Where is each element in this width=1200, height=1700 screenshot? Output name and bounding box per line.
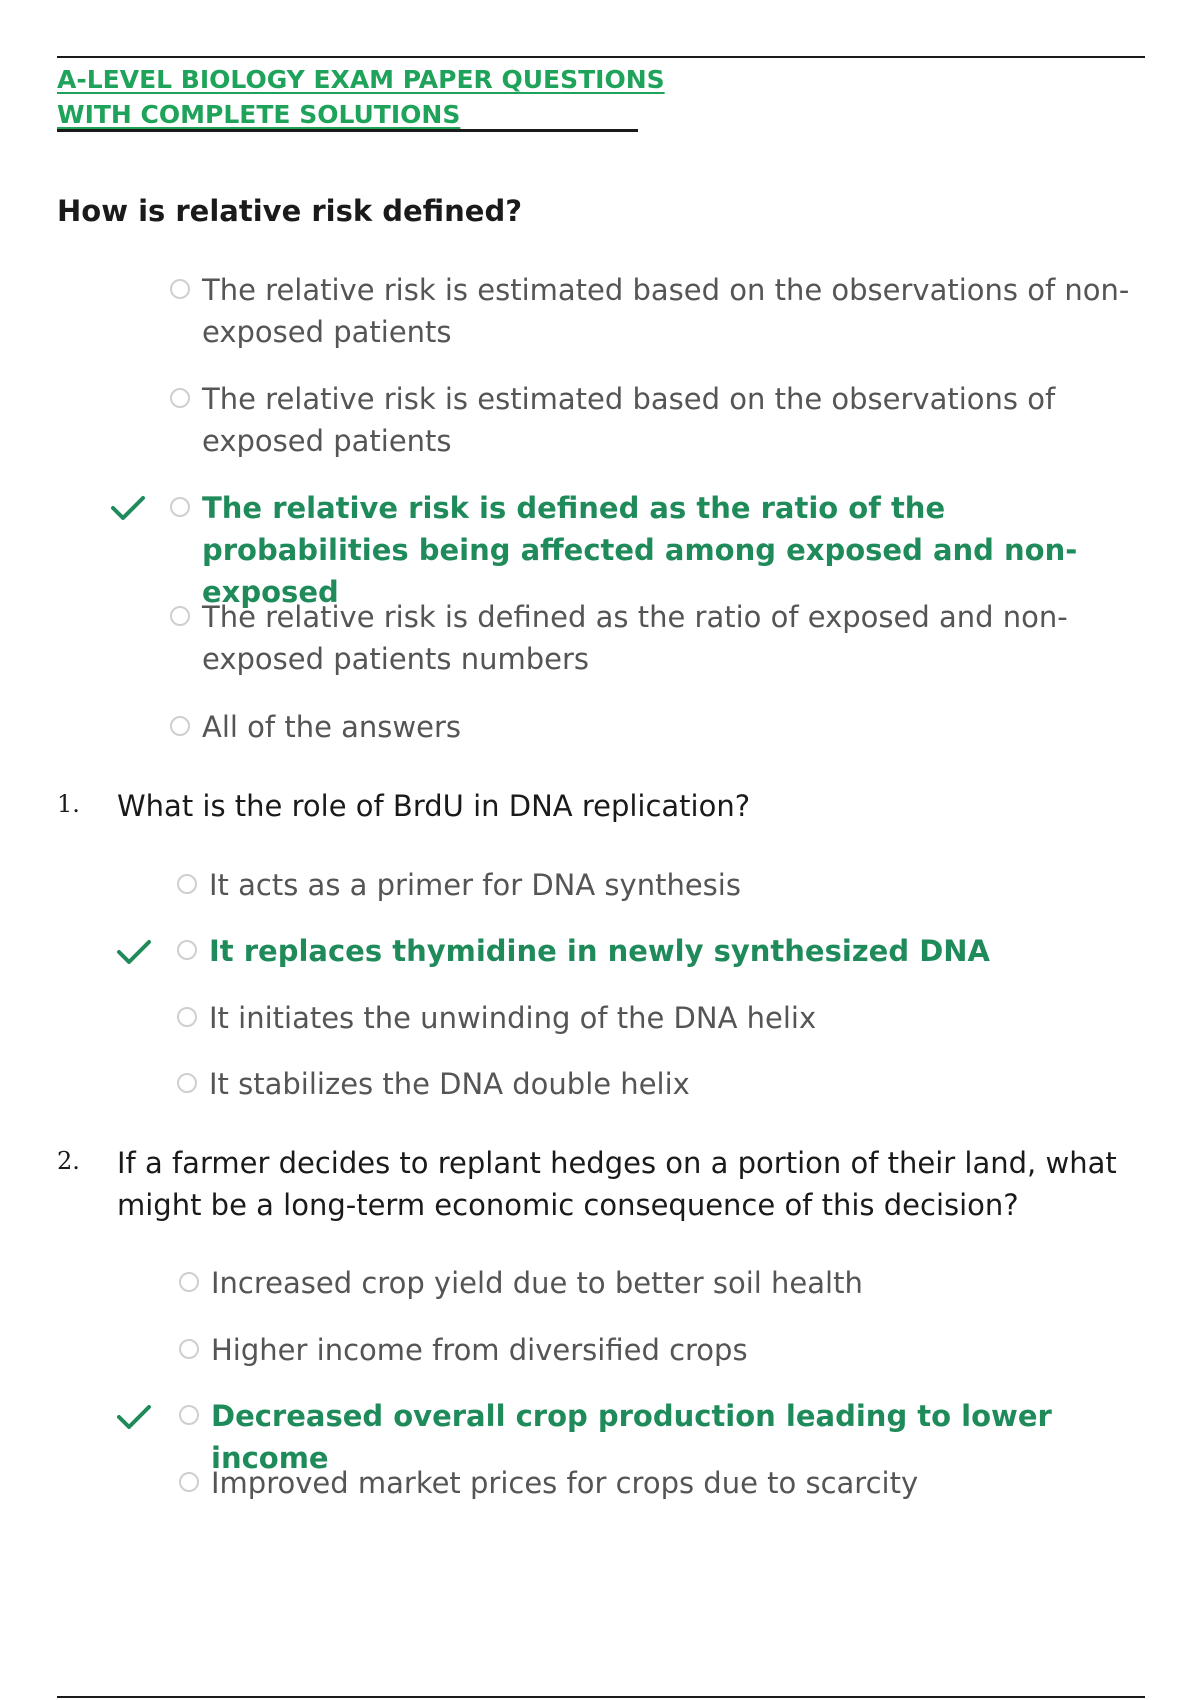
radio-circle-icon[interactable]	[177, 1007, 197, 1027]
radio-circle-icon[interactable]	[170, 716, 190, 736]
title-line-1: A-LEVEL BIOLOGY EXAM PAPER QUESTIONS	[57, 65, 665, 94]
radio-circle-icon[interactable]	[170, 497, 190, 517]
answer-option-correct[interactable]	[170, 487, 1130, 613]
question-number: 1.	[57, 790, 80, 818]
answer-option[interactable]	[179, 1262, 1139, 1304]
radio-circle-icon[interactable]	[170, 279, 190, 299]
radio-circle-icon[interactable]	[179, 1272, 199, 1292]
answer-option[interactable]	[177, 864, 1137, 906]
checkmark-icon	[116, 934, 152, 970]
radio-circle-icon[interactable]	[177, 1073, 197, 1093]
answer-option-text: Increased crop yield due to better soil health	[211, 1266, 863, 1300]
checkmark-icon	[110, 490, 146, 526]
bottom-rule	[57, 1696, 1145, 1698]
question-number: 2.	[57, 1147, 80, 1175]
answer-option[interactable]	[170, 269, 1140, 353]
radio-circle-icon[interactable]	[179, 1339, 199, 1359]
answer-option-text: The relative risk is estimated based on the observations of non-exposed patients	[202, 273, 1130, 349]
title-line-2: WITH COMPLETE SOLUTIONS	[57, 100, 461, 129]
radio-circle-icon[interactable]	[179, 1405, 199, 1425]
answer-option-text: All of the answers	[202, 710, 462, 744]
answer-option-text: Higher income from diversified crops	[211, 1333, 748, 1367]
answer-option[interactable]	[170, 706, 1140, 748]
question-text: What is the role of BrdU in DNA replication?	[117, 789, 751, 823]
answer-option-text: It stabilizes the DNA double helix	[209, 1067, 690, 1101]
answer-option[interactable]	[179, 1462, 1139, 1504]
answer-option-text: The relative risk is defined as the ratio of the probabilities being affected among exposed and non-exposed	[202, 491, 1078, 609]
question-text: How is relative risk defined?	[57, 194, 523, 228]
question-text: If a farmer decides to replant hedges on a portion of their land, what might be a long-term economic consequence of this decision?	[117, 1146, 1117, 1222]
answer-option[interactable]	[177, 997, 1137, 1039]
answer-option[interactable]	[177, 1063, 1137, 1105]
checkmark-icon	[116, 1399, 152, 1435]
radio-circle-icon[interactable]	[179, 1472, 199, 1492]
radio-circle-icon[interactable]	[170, 606, 190, 626]
answer-option-text: Decreased overall crop production leading to lower income	[211, 1399, 1052, 1475]
radio-circle-icon[interactable]	[170, 388, 190, 408]
answer-option[interactable]	[179, 1329, 1139, 1371]
top-rule	[57, 56, 1145, 58]
answer-option-text: It replaces thymidine in newly synthesized DNA	[209, 934, 990, 968]
radio-circle-icon[interactable]	[177, 940, 197, 960]
answer-option[interactable]	[170, 378, 1140, 462]
radio-circle-icon[interactable]	[177, 874, 197, 894]
answer-option-text: It acts as a primer for DNA synthesis	[209, 868, 741, 902]
answer-option-text: The relative risk is defined as the ratio of exposed and non-exposed patients numbers	[202, 600, 1068, 676]
document-title	[57, 62, 665, 132]
answer-option[interactable]	[170, 596, 1140, 680]
answer-option-correct[interactable]	[177, 930, 1137, 972]
answer-option-text: Improved market prices for crops due to scarcity	[211, 1466, 919, 1500]
answer-option-text: It initiates the unwinding of the DNA helix	[209, 1001, 817, 1035]
answer-option-text: The relative risk is estimated based on the observations of exposed patients	[202, 382, 1056, 458]
